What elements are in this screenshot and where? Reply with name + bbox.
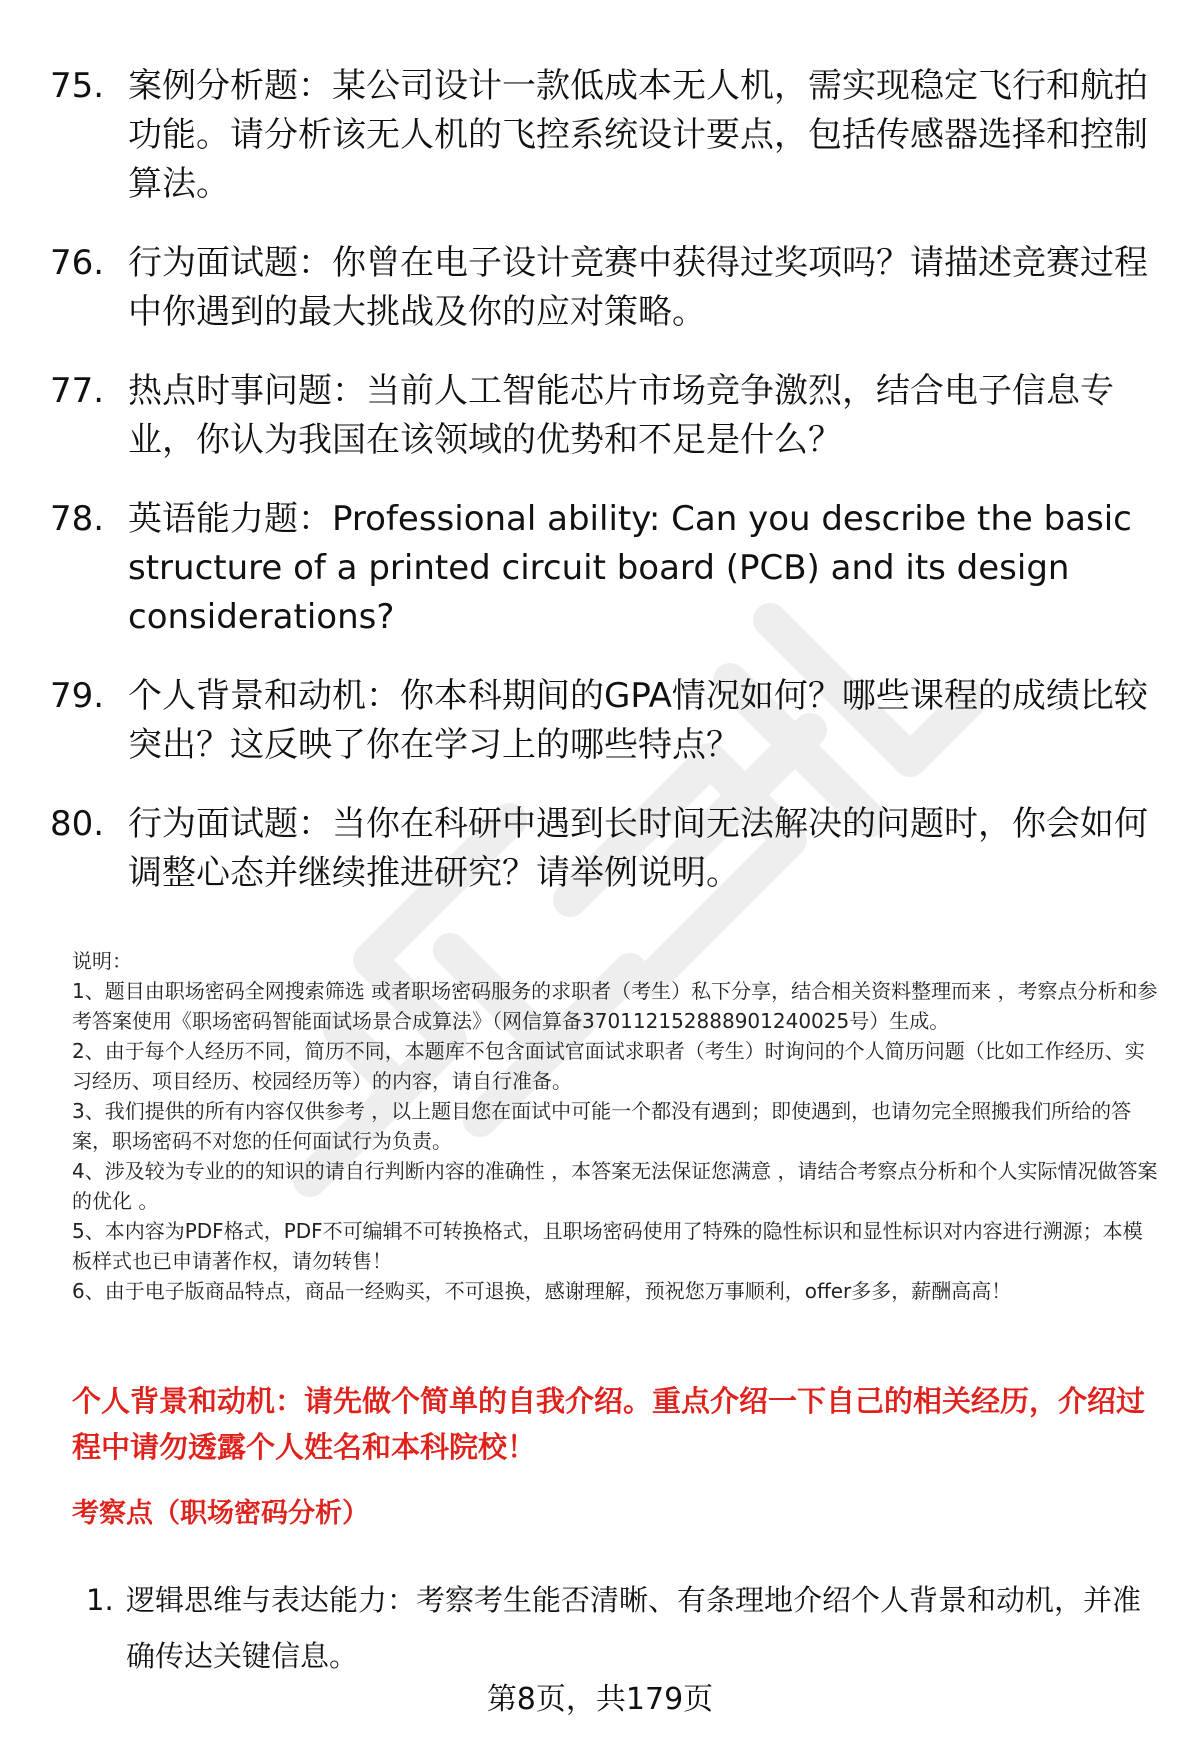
question-text: 英语能力题：Professional ability: Can you describe the basic structure of a printed circuit board (PCB) and its design considerations? — [128, 499, 1132, 637]
note-item: 2、由于每个人经历不同，简历不同，本题库不包含面试官面试求职者（考生）时询问的个人简历问题（比如工作经历、实习经历、项目经历、校园经历等）的内容，请自行准备。 — [72, 1039, 1145, 1093]
question-text: 个人背景和动机：你本科期间的GPA情况如何？哪些课程的成绩比较突出？这反映了你在学习上的哪些特点？ — [128, 676, 1148, 765]
question-list — [50, 62, 1160, 928]
question-item — [50, 672, 1160, 770]
note-item: 6、由于电子版商品特点，商品一经购买，不可退换，感谢理解，预祝您万事顺利，offer多多，薪酬高高！ — [72, 1279, 1012, 1303]
analysis-point — [86, 1572, 1156, 1684]
notes-heading: 说明： — [72, 949, 132, 973]
question-item — [50, 239, 1160, 337]
question-number: 76. — [50, 243, 105, 283]
disclaimer-notes — [72, 946, 1162, 1306]
question-item — [50, 800, 1160, 898]
question-number: 79. — [50, 676, 105, 716]
question-text: 案例分析题：某公司设计一款低成本无人机，需实现稳定飞行和航拍功能。请分析该无人机的飞控系统设计要点，包括传感器选择和控制算法。 — [128, 66, 1148, 204]
featured-question: 个人背景和动机：请先做个简单的自我介绍。重点介绍一下自己的相关经历，介绍过程中请勿透露个人姓名和本科院校！ — [72, 1384, 1146, 1464]
question-text: 行为面试题：当你在科研中遇到长时间无法解决的问题时，你会如何调整心态并继续推进研究？请举例说明。 — [128, 804, 1148, 893]
analysis-heading: 考察点（职场密码分析） — [72, 1498, 369, 1529]
note-item: 3、我们提供的所有内容仅供参考 ，以上题目您在面试中可能一个都没有遇到；即使遇到，也请勿完全照搬我们所给的答案，职场密码不对您的任何面试行为负责。 — [72, 1099, 1132, 1153]
note-item: 1、题目由职场密码全网搜索筛选 或者职场密码服务的求职者（考生）私下分享，结合相关资料整理而来 ，考察点分析和参考答案使用《职场密码智能面试场景合成算法》（网信算备370112152888901240025号）生成。 — [72, 979, 1158, 1033]
question-text: 行为面试题：你曾在电子设计竞赛中获得过奖项吗？请描述竞赛过程中你遇到的最大挑战及你的应对策略。 — [128, 243, 1148, 332]
question-item — [50, 367, 1160, 465]
analysis-point-number: 1. — [86, 1583, 114, 1617]
page-footer: 第8页，共179页 — [486, 1682, 714, 1717]
question-item — [50, 62, 1160, 209]
question-number: 75. — [50, 66, 105, 106]
question-number: 80. — [50, 804, 105, 844]
question-text: 热点时事问题：当前人工智能芯片市场竞争激烈，结合电子信息专业，你认为我国在该领域的优势和不足是什么？ — [128, 371, 1114, 460]
question-number: 77. — [50, 371, 105, 411]
note-item: 5、本内容为PDF格式，PDF不可编辑不可转换格式，且职场密码使用了特殊的隐性标识和显性标识对内容进行溯源；本模板样式也已申请著作权，请勿转售！ — [72, 1219, 1143, 1273]
question-number: 78. — [50, 499, 105, 539]
note-item: 4、涉及较为专业的的知识的请自行判断内容的准确性 ，本答案无法保证您满意 ，请结合考察点分析和个人实际情况做答案的优化 。 — [72, 1159, 1158, 1213]
question-item — [50, 495, 1160, 642]
analysis-point-text: 逻辑思维与表达能力：考察考生能否清晰、有条理地介绍个人背景和动机，并准确传达关键信息。 — [126, 1583, 1142, 1673]
